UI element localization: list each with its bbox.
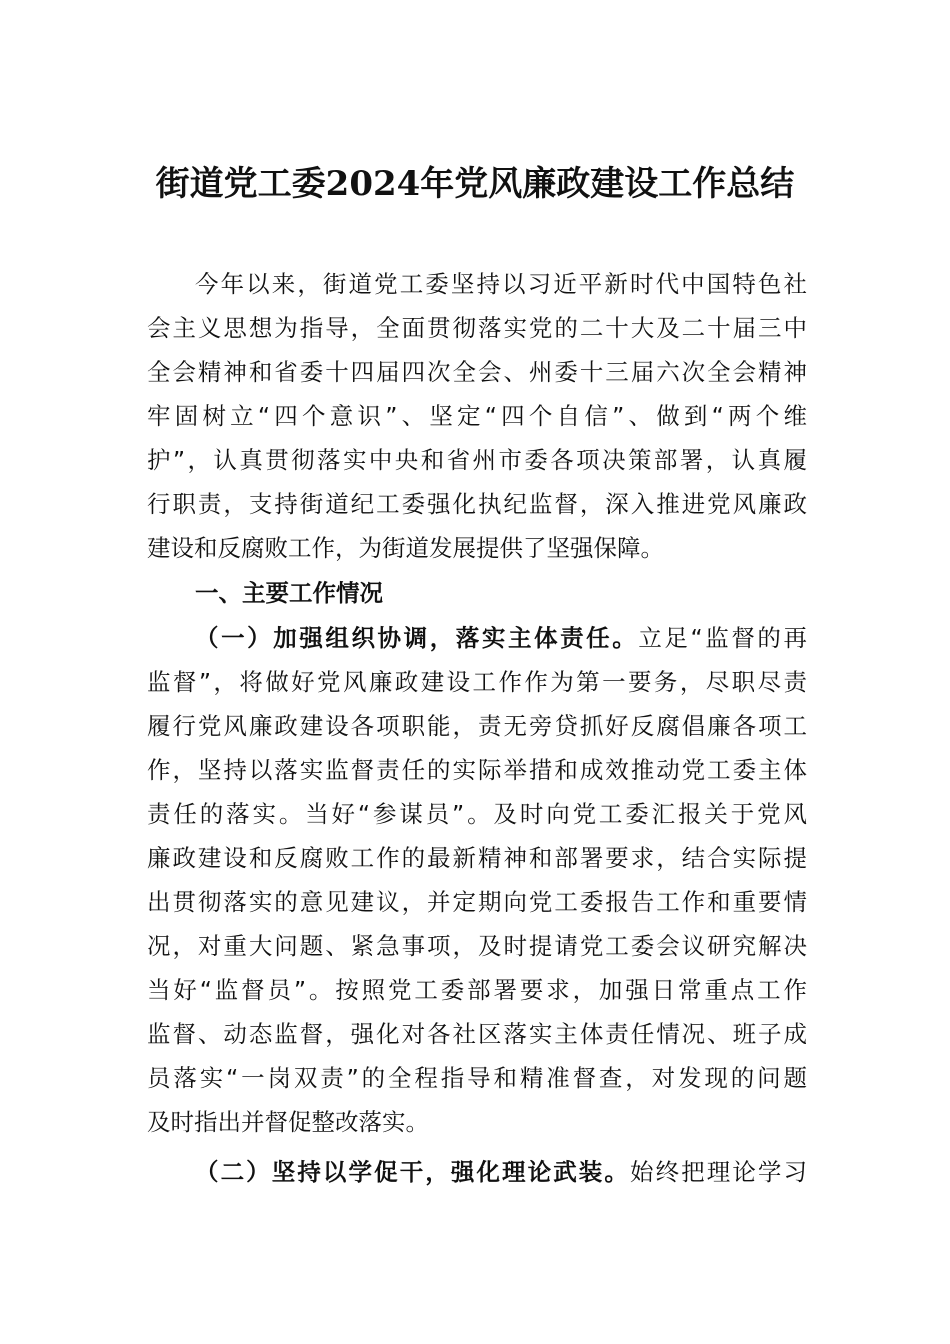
body-line: 况，对重大问题、紧急事项，及时提请党工委会议研究解决 — [147, 932, 807, 960]
intro-line: 牢固树立“四个意识”、坚定“四个自信”、做到“两个维 — [147, 402, 807, 430]
body-line: 责任的落实。当好“参谋员”。及时向党工委汇报关于党风 — [147, 800, 807, 828]
intro-line: 会主义思想为指导，全面贯彻落实党的二十大及二十届三中 — [147, 314, 807, 342]
intro-line: 今年以来，街道党工委坚持以习近平新时代中国特色社 — [195, 270, 807, 298]
body-line: 监督”，将做好党风廉政建设工作作为第一要务，尽职尽责 — [147, 668, 807, 696]
subsection-first-line — [195, 1150, 807, 1194]
subsection-text: 始终把理论学习 — [629, 1158, 807, 1186]
intro-line: 护”，认真贯彻落实中央和省州市委各项决策部署，认真履 — [147, 446, 807, 474]
intro-line: 行职责，支持街道纪工委强化执纪监督，深入推进党风廉政 — [147, 490, 807, 518]
body-line: 员落实“一岗双责”的全程指导和精准督查，对发现的问题 — [147, 1064, 807, 1092]
intro-line: 建设和反腐败工作，为街道发展提供了坚强保障。 — [147, 534, 664, 562]
subsection-title: （二）坚持以学促干，强化理论武装。 — [195, 1158, 630, 1186]
subsection-title: （一）加强组织协调，落实主体责任。 — [195, 624, 639, 652]
body-line: 监督、动态监督，强化对各社区落实主体责任情况、班子成 — [147, 1020, 807, 1048]
body-line: 作，坚持以落实监督责任的实际举措和成效推动党工委主体 — [147, 756, 807, 784]
subsection-text: 立足“监督的再 — [638, 624, 807, 652]
body-line: 履行党风廉政建设各项职能，责无旁贷抓好反腐倡廉各项工 — [147, 712, 807, 740]
body-line: 出贯彻落实的意见建议，并定期向党工委报告工作和重要情 — [147, 888, 807, 916]
body-line: 当好“监督员”。按照党工委部署要求，加强日常重点工作 — [147, 976, 807, 1004]
body-line: 及时指出并督促整改落实。 — [147, 1108, 429, 1136]
intro-line: 全会精神和省委十四届四次全会、州委十三届六次全会精神 — [147, 358, 807, 386]
document-title: 街道党工委2024年党风廉政建设工作总结 — [155, 164, 795, 204]
section-heading: 一、主要工作情况 — [195, 579, 383, 607]
subsection-first-line — [195, 616, 807, 660]
body-line: 廉政建设和反腐败工作的最新精神和部署要求，结合实际提 — [147, 844, 807, 872]
